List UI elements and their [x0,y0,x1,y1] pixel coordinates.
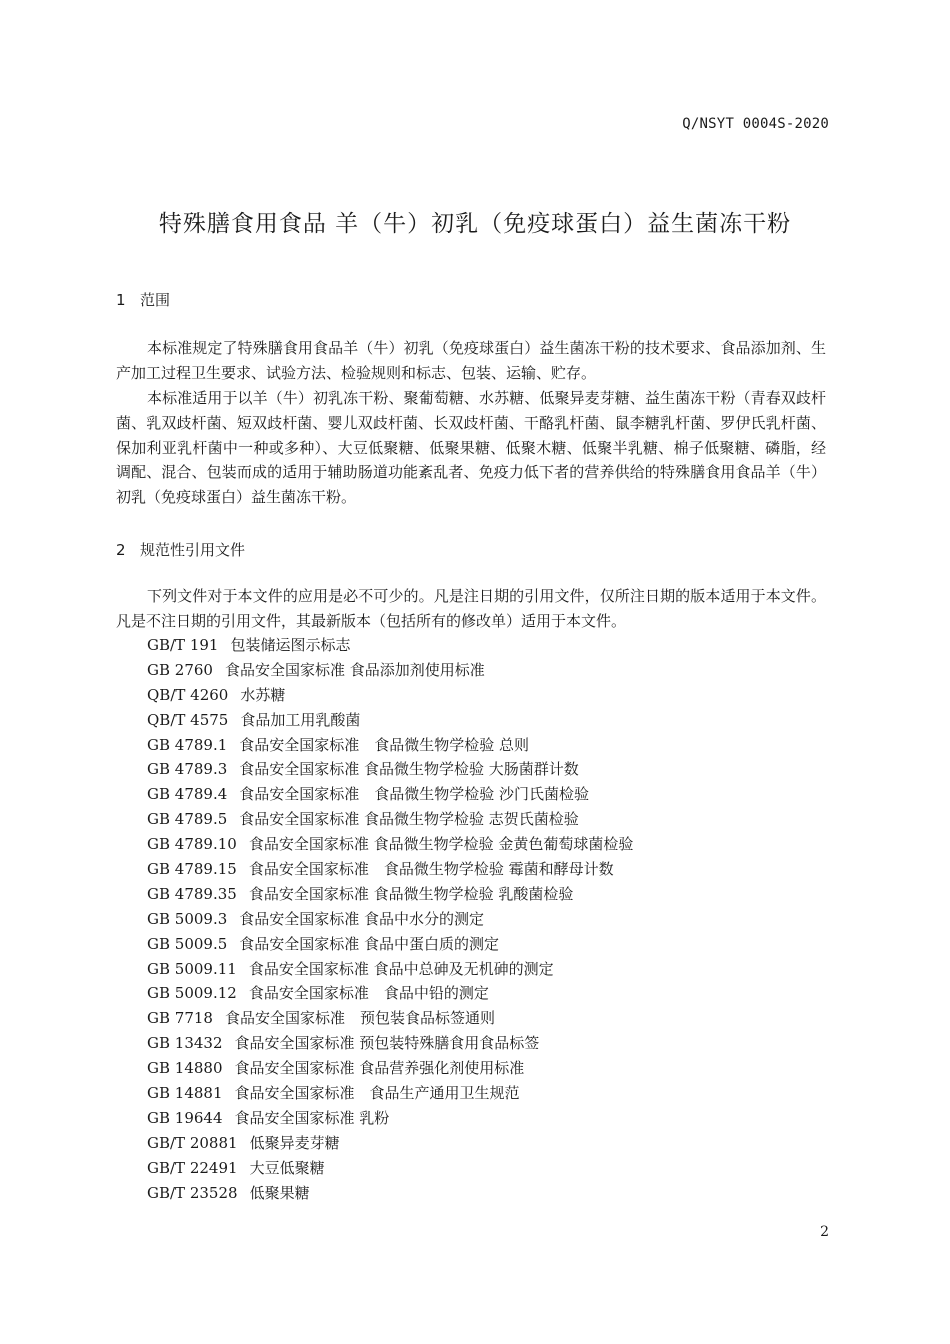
reference-code: GB 19644 [147,1108,223,1127]
reference-title: 包装储运图示标志 [230,636,351,654]
reference-title: 低聚异麦芽糖 [249,1133,340,1152]
reference-title: 食品安全国家标准 食品中蛋白质的测定 [239,934,500,953]
reference-code: GB 14881 [147,1084,223,1103]
reference-title: 低聚果糖 [249,1183,310,1202]
reference-code: QB/T 4575 [147,710,229,729]
reference-item [147,981,633,1006]
reference-item [147,1031,633,1056]
reference-item [147,708,633,733]
reference-item [147,1156,633,1181]
reference-title: 食品安全国家标准 食品微生物学检验 大肠菌群计数 [239,760,579,779]
reference-item [147,1081,633,1106]
reference-item [147,957,633,982]
reference-item [147,907,633,932]
reference-code: GB 4789.1 [147,735,228,754]
reference-item [147,807,633,832]
reference-title: 食品安全国家标准 预包装食品标签通则 [224,1009,495,1028]
reference-item [147,1006,633,1031]
reference-item [147,932,633,957]
reference-item [147,658,633,683]
standard-code: Q/NSYT 0004S-2020 [682,116,829,132]
reference-title: 食品安全国家标准 食品微生物学检验 乳酸菌检验 [248,884,574,903]
reference-title: 食品安全国家标准 食品营养强化剂使用标准 [234,1059,525,1078]
reference-item [147,882,633,907]
reference-title: 食品安全国家标准 食品添加剂使用标准 [224,660,485,679]
reference-title: 食品安全国家标准 乳粉 [234,1108,390,1127]
scope-paragraph-1: 本标准规定了特殊膳食用食品羊（牛）初乳（免疫球蛋白）益生菌冻干粉的技术要求、食品添加剂、生产加工过程卫生要求、试验方法、检验规则和标志、包装、运输、贮存。 [116,339,826,382]
section-title: 规范性引用文件 [140,541,246,559]
reference-code: GB 13432 [147,1034,223,1053]
references-intro-paragraph: 下列文件对于本文件的应用是必不可少的。凡是注日期的引用文件，仅所注日期的版本适用于本文件。凡是不注日期的引用文件，其最新版本（包括所有的修改单）适用于本文件。 [116,587,826,630]
reference-item [147,1106,633,1131]
reference-title: 食品安全国家标准 食品中水分的测定 [239,909,485,928]
reference-title: 水苏糖 [240,685,286,704]
reference-title: 食品安全国家标准 食品中总砷及无机砷的测定 [248,959,554,978]
reference-list [147,633,633,1205]
reference-title: 食品安全国家标准 食品中铅的测定 [248,984,489,1003]
reference-item [147,633,633,658]
reference-title: 食品安全国家标准 食品微生物学检验 沙门氏菌检验 [239,785,590,804]
reference-code: GB 2760 [147,660,213,679]
reference-code: QB/T 4260 [147,685,229,704]
reference-code: GB/T 20881 [147,1133,238,1152]
reference-code: GB 4789.35 [147,884,237,903]
section-number: 2 [116,541,126,559]
reference-code: GB/T 191 [147,636,219,654]
reference-title: 大豆低聚糖 [249,1158,325,1177]
reference-code: GB 4789.10 [147,835,237,854]
reference-code: GB 4789.4 [147,785,228,804]
reference-code: GB 5009.5 [147,934,228,953]
reference-title: 食品安全国家标准 食品微生物学检验 霉菌和酵母计数 [248,860,614,879]
section-heading-references [116,539,245,560]
document-title: 特殊膳食用食品 羊（牛）初乳（免疫球蛋白）益生菌冻干粉 [158,211,792,237]
section-heading-scope [116,289,170,310]
reference-title: 食品加工用乳酸菌 [240,710,361,729]
reference-title: 食品安全国家标准 食品微生物学检验 总则 [239,735,530,754]
section-title: 范围 [140,291,171,309]
reference-code: GB 4789.15 [147,860,237,879]
page-number: 2 [820,1224,829,1240]
section-number: 1 [116,291,126,309]
reference-code: GB 14880 [147,1059,223,1078]
reference-title: 食品安全国家标准 食品微生物学检验 志贺氏菌检验 [239,810,579,829]
reference-item [147,1056,633,1081]
reference-item [147,832,633,857]
reference-item [147,683,633,708]
scope-paragraph-2: 本标准适用于以羊（牛）初乳冻干粉、聚葡萄糖、水苏糖、低聚异麦芽糖、益生菌冻干粉（青春双歧杆菌、乳双歧杆菌、短双歧杆菌、婴儿双歧杆菌、长双歧杆菌、干酪乳杆菌、鼠李糖乳杆菌、罗伊氏乳杆菌、保加利亚乳杆菌中一种或多种）、大豆低聚糖、低聚果糖、低聚木糖、低聚半乳糖、棉子低聚糖、磷脂，经调配、混合、包装而成的适用于辅助肠道功能紊乱者、免疫力低下者的营养供给的特殊膳食用食品羊（牛）初乳（免疫球蛋白）益生菌冻干粉。 [116,389,826,507]
reference-code: GB 5009.12 [147,984,237,1003]
reference-code: GB 7718 [147,1009,213,1028]
reference-code: GB/T 22491 [147,1158,238,1177]
reference-code: GB 4789.3 [147,760,228,779]
reference-code: GB 4789.5 [147,810,228,829]
reference-title: 食品安全国家标准 食品生产通用卫生规范 [234,1084,520,1103]
reference-title: 食品安全国家标准 预包装特殊膳食用食品标签 [234,1034,540,1053]
reference-title: 食品安全国家标准 食品微生物学检验 金黄色葡萄球菌检验 [248,835,634,854]
reference-code: GB 5009.11 [147,959,237,978]
reference-item [147,1131,633,1156]
reference-code: GB/T 23528 [147,1183,238,1202]
reference-code: GB 5009.3 [147,909,228,928]
reference-item [147,757,633,782]
reference-item [147,857,633,882]
reference-item [147,733,633,758]
reference-item [147,782,633,807]
reference-item [147,1181,633,1206]
